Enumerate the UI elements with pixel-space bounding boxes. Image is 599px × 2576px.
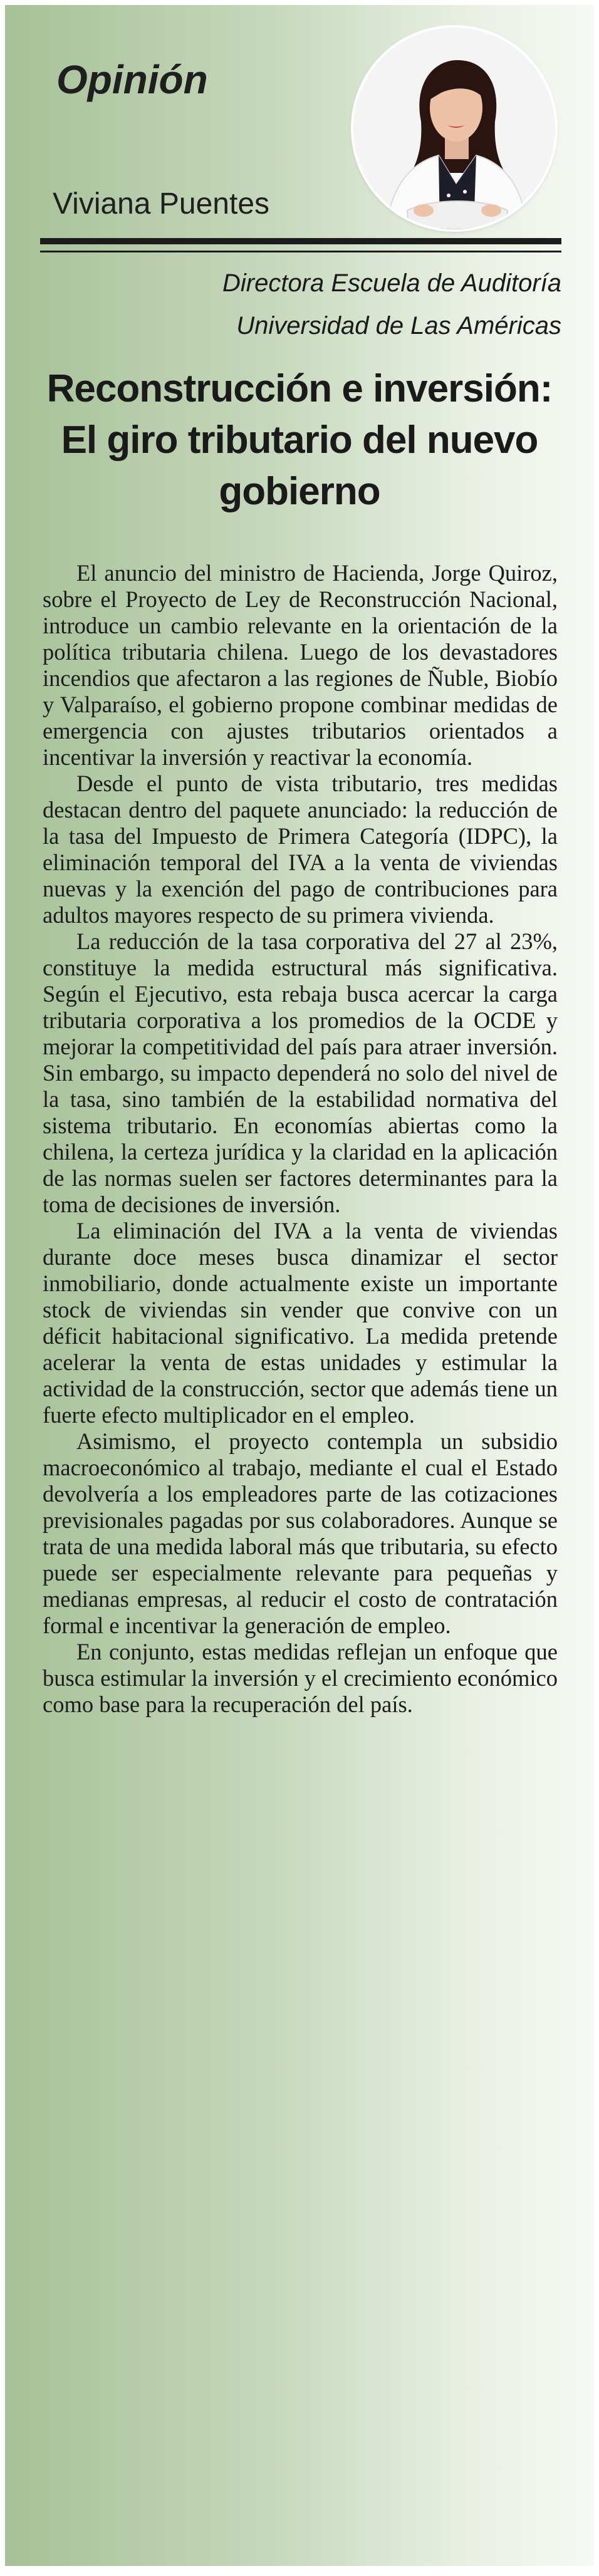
- author-role-title: Directora Escuela de Auditoría: [222, 269, 561, 297]
- article-title: [43, 363, 556, 517]
- author-portrait-graphic: [353, 28, 555, 229]
- article-paragraph: El anuncio del ministro de Hacienda, Jorge Quiroz, sobre el Proyecto de Ley de Reconstrucción Nacional, introduce un cambio relevante en la orientación de la política tributaria chilena. Luego de los devastadores incendios que afectaron a las regiones de Ñuble, Biobío y Valparaíso, el gobierno propone combinar medidas de emergencia con ajustes tributarios orientados a incentivar la inversión y reactivar la economía.: [43, 560, 558, 770]
- article-title-line: gobierno: [219, 470, 380, 513]
- author-role-institution: Universidad de Las Américas: [236, 312, 561, 340]
- header-divider-thin: [40, 251, 561, 252]
- article-paragraph: Desde el punto de vista tributario, tres medidas destacan dentro del paquete anunciado: la reducción de la tasa del Impuesto de Primera Categoría (IDPC), la eliminación temporal del IVA a la venta de viviendas nuevas y la exención del pago de contribuciones para adultos mayores respecto de su primera vivienda.: [43, 771, 558, 928]
- opinion-column: [5, 5, 594, 2566]
- article-paragraph: En conjunto, estas medidas reflejan un enfoque que busca estimular la inversión y el crecimiento económico como base para la recuperación del país.: [43, 1639, 558, 1717]
- article-paragraph: Asimismo, el proyecto contempla un subsidio macroeconómico al trabajo, mediante el cual el Estado devolvería a los empleadores parte de las cotizaciones previsionales pagadas por sus colaboradores. Aunque se trata de una medida laboral más que tributaria, su efecto puede ser especialmente relevante para pequeñas y medianas empresas, al reducir el costo de contratación formal e incentivar la generación de empleo.: [43, 1428, 558, 1638]
- article-paragraph: La reducción de la tasa corporativa del 27 al 23%, constituye la medida estructural más significativa. Según el Ejecutivo, esta rebaja busca acercar la carga tributaria corporativa a los promedios de la OCDE y mejorar la competitividad del país para atraer inversión. Sin embargo, su impacto dependerá no solo del nivel de la tasa, sino también de la estabilidad normativa del sistema tributario. En economías abiertas como la chilena, la certeza jurídica y la claridad en la aplicación de las normas suelen ser factores determinantes para la toma de decisiones de inversión.: [43, 928, 558, 1217]
- article-body: [43, 560, 558, 1718]
- article-paragraph: La eliminación del IVA a la venta de viviendas durante doce meses busca dinamizar el sector inmobiliario, donde actualmente existe un importante stock de viviendas sin vender que convive con un déficit habitacional significativo. La medida pretende acelerar la venta de estas unidades y estimular la actividad de la construcción, sector que además tiene un fuerte efecto multiplicador en el empleo.: [43, 1218, 558, 1428]
- author-name: Viviana Puentes: [53, 187, 270, 221]
- header-divider-thick: [40, 238, 561, 244]
- article-title-line: Reconstrucción e inversión:: [46, 367, 553, 410]
- section-label: Opinión: [56, 57, 208, 102]
- author-portrait-icon: [353, 28, 555, 229]
- author-role: [222, 262, 561, 347]
- article-title-line: El giro tributario del nuevo: [61, 418, 538, 462]
